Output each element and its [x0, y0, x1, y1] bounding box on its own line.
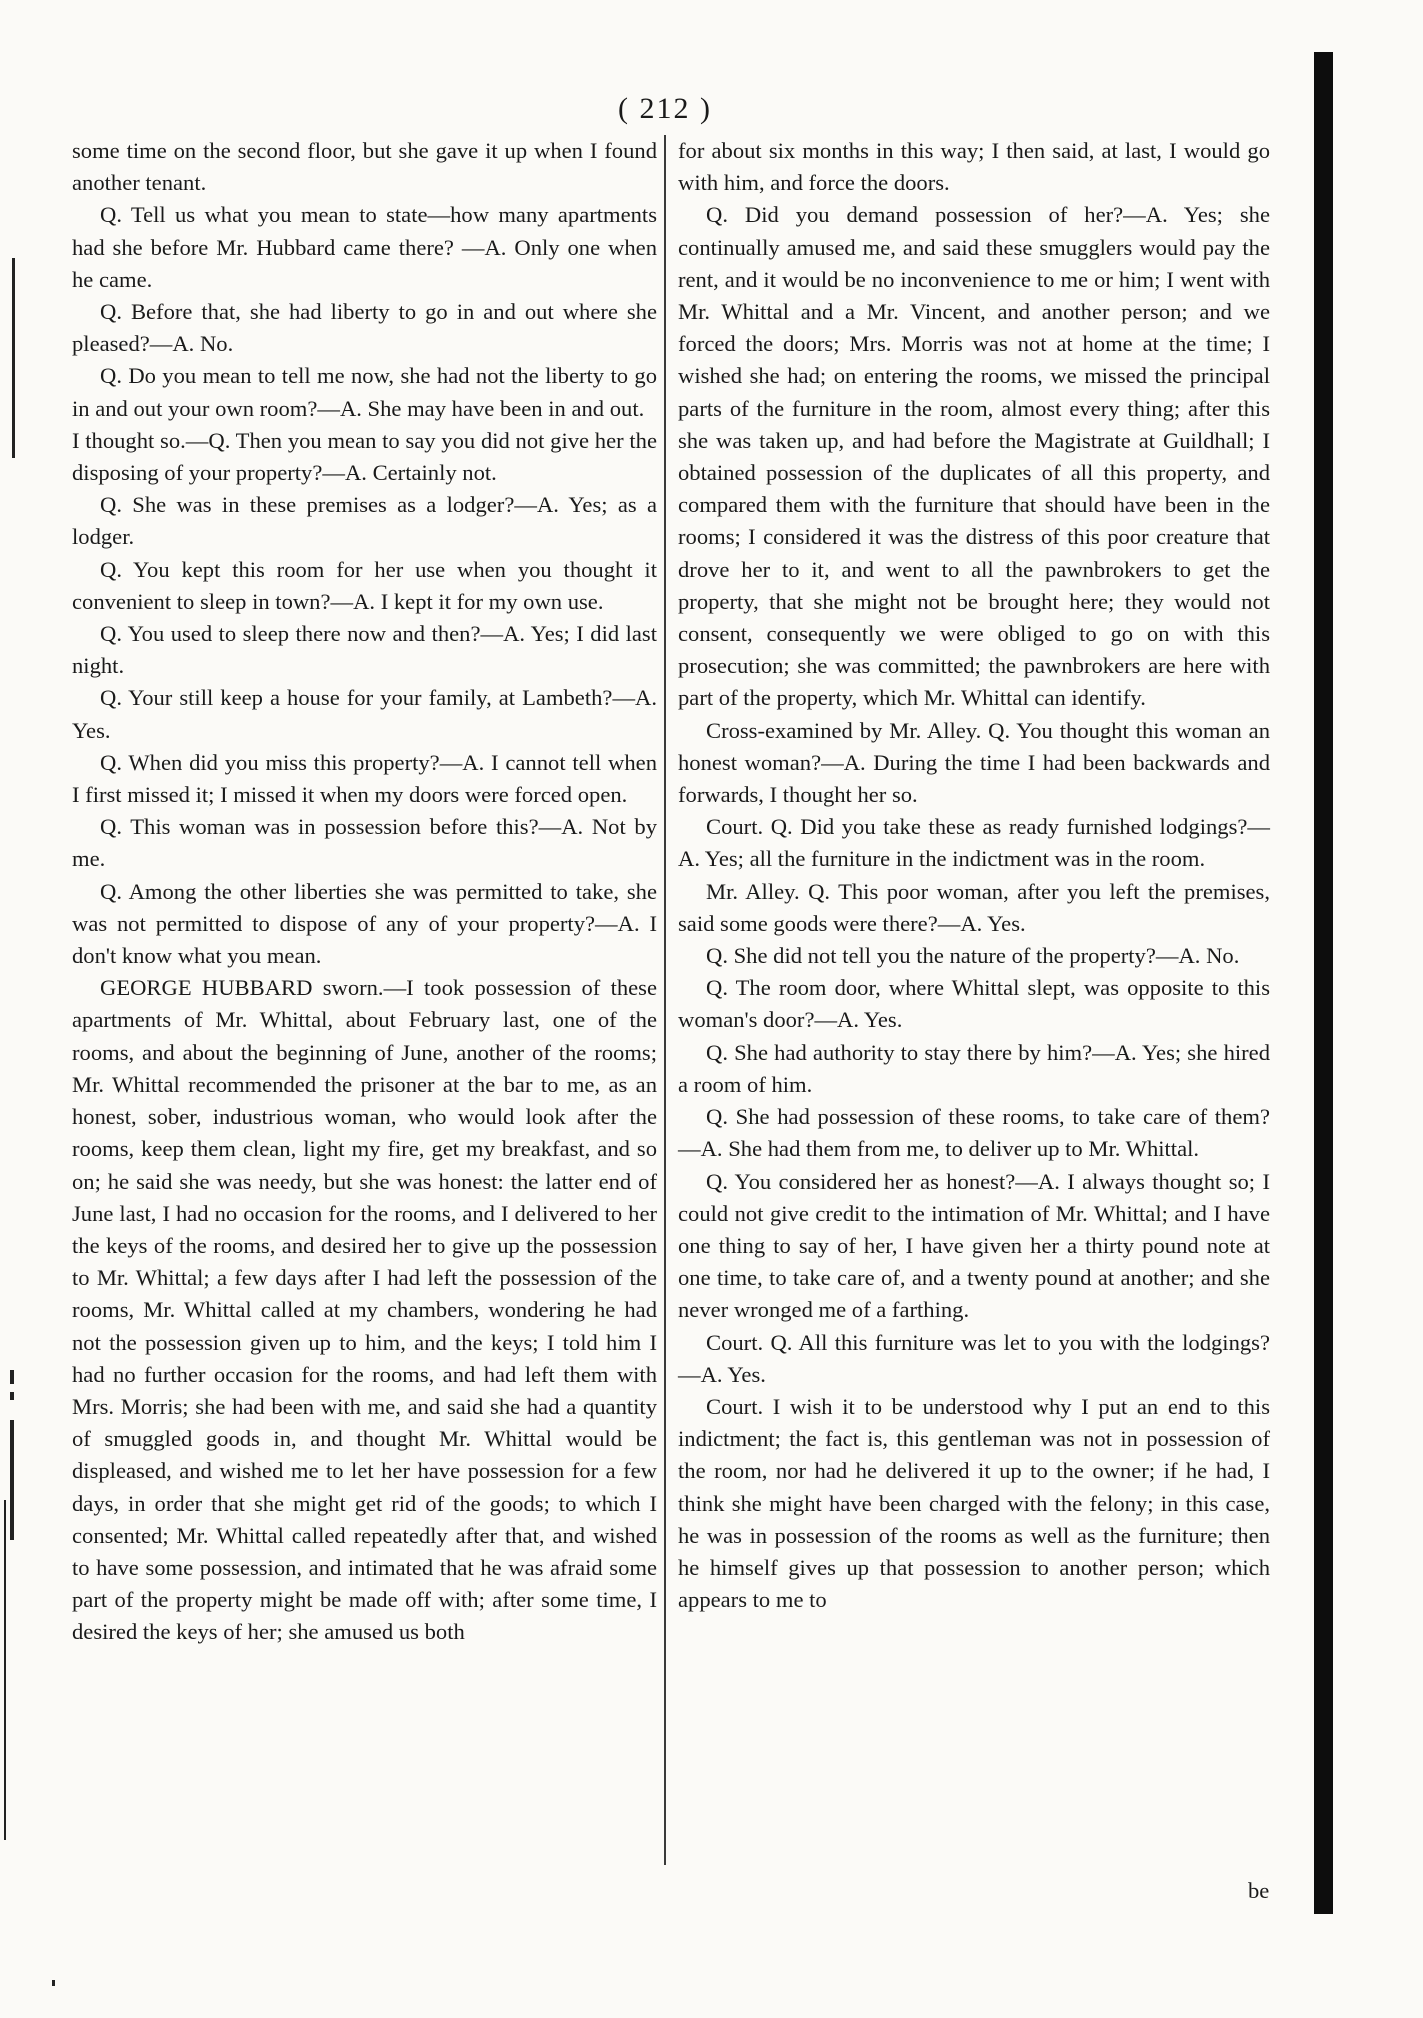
- paragraph: Mr. Alley. Q. This poor woman, after you left the premises, said some goods were there?—A. Yes.: [678, 878, 1270, 936]
- margin-mark: [4, 1500, 6, 1840]
- paragraph: Q. Do you mean to tell me now, she had not the liberty to go in and out your own room?—A. She may have been in and out.: [72, 363, 657, 421]
- paragraph: Q. She was in these premises as a lodger?—A. Yes; as a lodger.: [72, 492, 657, 550]
- paragraph: Q. When did you miss this property?—A. I cannot tell when I first missed it; I missed it when my doors were forced open.: [72, 749, 657, 808]
- paragraph: GEORGE HUBBARD sworn.—I took possession of these apartments of Mr. Whittal, about February last, one of the rooms, and about the beginning of June, another of the rooms; Mr. Whittal recommended the prisoner at the bar to me, as an honest, sober, industrious woman, who would look after the rooms, keep them clean, light my fire, get my breakfast, and so on; he said she was needy, but she was honest: the latter end of June last, I had no occasion for the rooms, and I delivered to her the keys of the rooms, and desired her to give up the possession to Mr. Whittal; a few days after I had left the possession of the rooms, Mr. Whittal called at my chambers, wondering he had not the possession given up to him, and the keys; I told him I had no further occasion for the rooms, and had left them with Mrs. Morris; she had been with me, and said she had a quantity of smuggled goods in, and thought Mr. Whittal would be displeased, and wished me to let her have possession for a few days, in order that she might get rid of the goods; to which I consented; Mr. Whittal called repeatedly after that, and wished to have some possession, and intimated that he was afraid some part of the property might be made off with; after some time, I desired the keys of her; she amused us both: [72, 975, 657, 1645]
- margin-mark: [10, 1392, 14, 1400]
- paragraph: Q. Before that, she had liberty to go in and out where she pleased?—A. No.: [72, 299, 657, 357]
- left-column: [72, 135, 657, 1649]
- right-column: [678, 135, 1270, 1616]
- page-edge-bar: [1314, 52, 1333, 1914]
- paragraph: Q. She had possession of these rooms, to take care of them?—A. She had them from me, to deliver up to Mr. Whittal.: [678, 1104, 1270, 1162]
- paragraph: Q. The room door, where Whittal slept, was opposite to this woman's door?—A. Yes.: [678, 975, 1270, 1033]
- paragraph: Court. Q. All this furniture was let to you with the lodgings?—A. Yes.: [678, 1329, 1270, 1387]
- margin-mark: [10, 1370, 14, 1384]
- paragraph: Q. You kept this room for her use when you thought it convenient to sleep in town?—A. I kept it for my own use.: [72, 556, 657, 614]
- paragraph: Q. Did you demand possession of her?—A. Yes; she continually amused me, and said these smugglers would pay the rent, and it would be no inconvenience to me or him; I went with Mr. Whittal and a Mr. Vincent, and another person; and we forced the doors; Mrs. Morris was not at home at the time; I wished she had; on entering the rooms, we missed the principal parts of the furniture in the room, almost every thing; after this she was taken up, and had before the Magistrate at Guildhall; I obtained possession of the duplicates of all this property, and compared them with the furniture that should have been in the rooms; I considered it was the distress of this poor creature that drove her to it, and went to all the pawnbrokers to get the property, that she might not be brought here; they would not consent, consequently we were obliged to go on with this prosecution; she was committed; the pawnbrokers are here with part of the property, which Mr. Whittal can identify.: [678, 202, 1270, 711]
- margin-mark: [12, 258, 15, 458]
- paragraph: I thought so.—Q. Then you mean to say you did not give her the disposing of your property?—A. Certainly not.: [72, 427, 657, 486]
- paragraph: Court. Q. Did you take these as ready furnished lodgings?—A. Yes; all the furniture in the indictment was in the room.: [678, 814, 1270, 872]
- paragraph: Q. Among the other liberties she was permitted to take, she was not permitted to dispose of any of your property?—A. I don't know what you mean.: [72, 878, 657, 969]
- paragraph: Q. You used to sleep there now and then?—A. Yes; I did last night.: [72, 621, 657, 679]
- paragraph: Q. This woman was in possession before this?—A. Not by me.: [72, 814, 657, 872]
- paragraph: Cross-examined by Mr. Alley. Q. You thought this woman an honest woman?—A. During the time I had been backwards and forwards, I thought her so.: [678, 717, 1270, 808]
- paragraph: Q. She had authority to stay there by him?—A. Yes; she hired a room of him.: [678, 1039, 1270, 1097]
- column-divider: [664, 135, 666, 1865]
- page-number: ( 212 ): [618, 92, 712, 125]
- paragraph: Q. You considered her as honest?—A. I always thought so; I could not give credit to the intimation of Mr. Whittal; and I have one thing to say of her, I have given her a thirty pound note at one time, to take care of, and a twenty pound at another; and she never wronged me of a farthing.: [678, 1168, 1270, 1323]
- catchword: be: [1248, 1878, 1270, 1903]
- paragraph: Court. I wish it to be understood why I put an end to this indictment; the fact is, this gentleman was not in possession of the room, nor had he delivered it up to the owner; if he had, I think she might have been charged with the felony; in this case, he was in possession of the rooms as well as the furniture; then he himself gives up that possession to another person; which appears to me to: [678, 1393, 1270, 1613]
- margin-mark: [10, 1420, 14, 1540]
- paragraph: Q. She did not tell you the nature of the property?—A. No.: [706, 943, 1240, 969]
- paragraph: Q. Your still keep a house for your family, at Lambeth?—A. Yes.: [72, 685, 657, 743]
- paragraph: for about six months in this way; I then said, at last, I would go with him, and force the doors.: [678, 138, 1270, 196]
- margin-mark: [52, 1980, 55, 1986]
- paragraph: Q. Tell us what you mean to state—how many apartments had she before Mr. Hubbard came there? —A. Only one when he came.: [72, 202, 657, 292]
- paragraph: some time on the second floor, but she gave it up when I found another tenant.: [72, 138, 657, 196]
